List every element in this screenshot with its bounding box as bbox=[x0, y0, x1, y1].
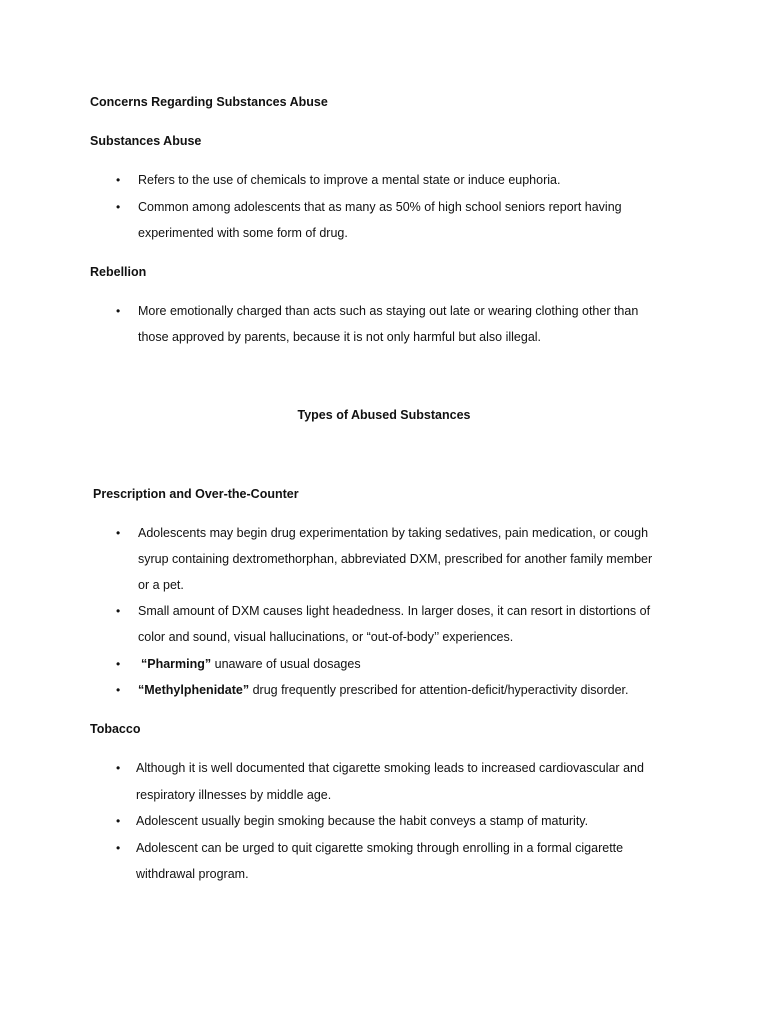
types-heading: Types of Abused Substances bbox=[297, 408, 471, 422]
section-heading-tobacco: Tobacco bbox=[90, 722, 141, 736]
bullet-marker: • bbox=[116, 814, 121, 828]
term-methylphenidate: “Methylphenidate” bbox=[138, 683, 250, 697]
section-heading-prescription: Prescription and Over-the-Counter bbox=[93, 487, 299, 501]
term-pharming-definition: unaware of usual dosages bbox=[211, 657, 361, 671]
bullet-marker: • bbox=[116, 304, 121, 318]
bullet-text: More emotionally charged than acts such as staying out late or wearing clothing other than bbox=[138, 304, 639, 318]
bullet-text: Adolescent usually begin smoking because the habit conveys a stamp of maturity. bbox=[136, 814, 589, 828]
bullet-marker: • bbox=[116, 173, 121, 187]
bullet-marker: • bbox=[116, 657, 121, 671]
bullet-text bbox=[141, 656, 361, 672]
bullet-text: Refers to the use of chemicals to improve a mental state or induce euphoria. bbox=[138, 173, 561, 187]
bullet-marker: • bbox=[116, 526, 121, 540]
bullet-text bbox=[138, 682, 628, 698]
bullet-marker: • bbox=[116, 683, 121, 697]
bullet-marker: • bbox=[116, 841, 121, 855]
section-heading-substances-abuse: Substances Abuse bbox=[90, 134, 202, 148]
bullet-text-continued: withdrawal program. bbox=[136, 867, 249, 881]
bullet-marker: • bbox=[116, 200, 121, 214]
term-methylphenidate-definition: drug frequently prescribed for attention-deficit/hyperactivity disorder. bbox=[249, 683, 629, 697]
bullet-text-continued: experimented with some form of drug. bbox=[138, 226, 348, 240]
bullet-text: Although it is well documented that cigarette smoking leads to increased cardiovascular and bbox=[136, 761, 644, 775]
bullet-text: Common among adolescents that as many as 50% of high school seniors report having bbox=[138, 200, 622, 214]
bullet-text-continued: or a pet. bbox=[138, 578, 184, 592]
bullet-text: Small amount of DXM causes light headedness. In larger doses, it can resort in distortions of bbox=[138, 604, 651, 618]
bullet-text-continued: respiratory illnesses by middle age. bbox=[136, 788, 332, 802]
bullet-text-continued: color and sound, visual hallucinations, or “out-of-body’’ experiences. bbox=[138, 630, 514, 644]
bullet-marker: • bbox=[116, 604, 121, 618]
bullet-text-continued: those approved by parents, because it is not only harmful but also illegal. bbox=[138, 330, 542, 344]
term-pharming: “Pharming” bbox=[141, 657, 212, 671]
bullet-text-continued: syrup containing dextromethorphan, abbreviated DXM, prescribed for another family member bbox=[138, 552, 653, 566]
bullet-text: Adolescents may begin drug experimentation by taking sedatives, pain medication, or cough bbox=[138, 526, 649, 540]
bullet-text: Adolescent can be urged to quit cigarette smoking through enrolling in a formal cigarette bbox=[136, 841, 624, 855]
document-title: Concerns Regarding Substances Abuse bbox=[90, 95, 328, 109]
section-heading-rebellion: Rebellion bbox=[90, 265, 147, 279]
bullet-marker: • bbox=[116, 761, 121, 775]
